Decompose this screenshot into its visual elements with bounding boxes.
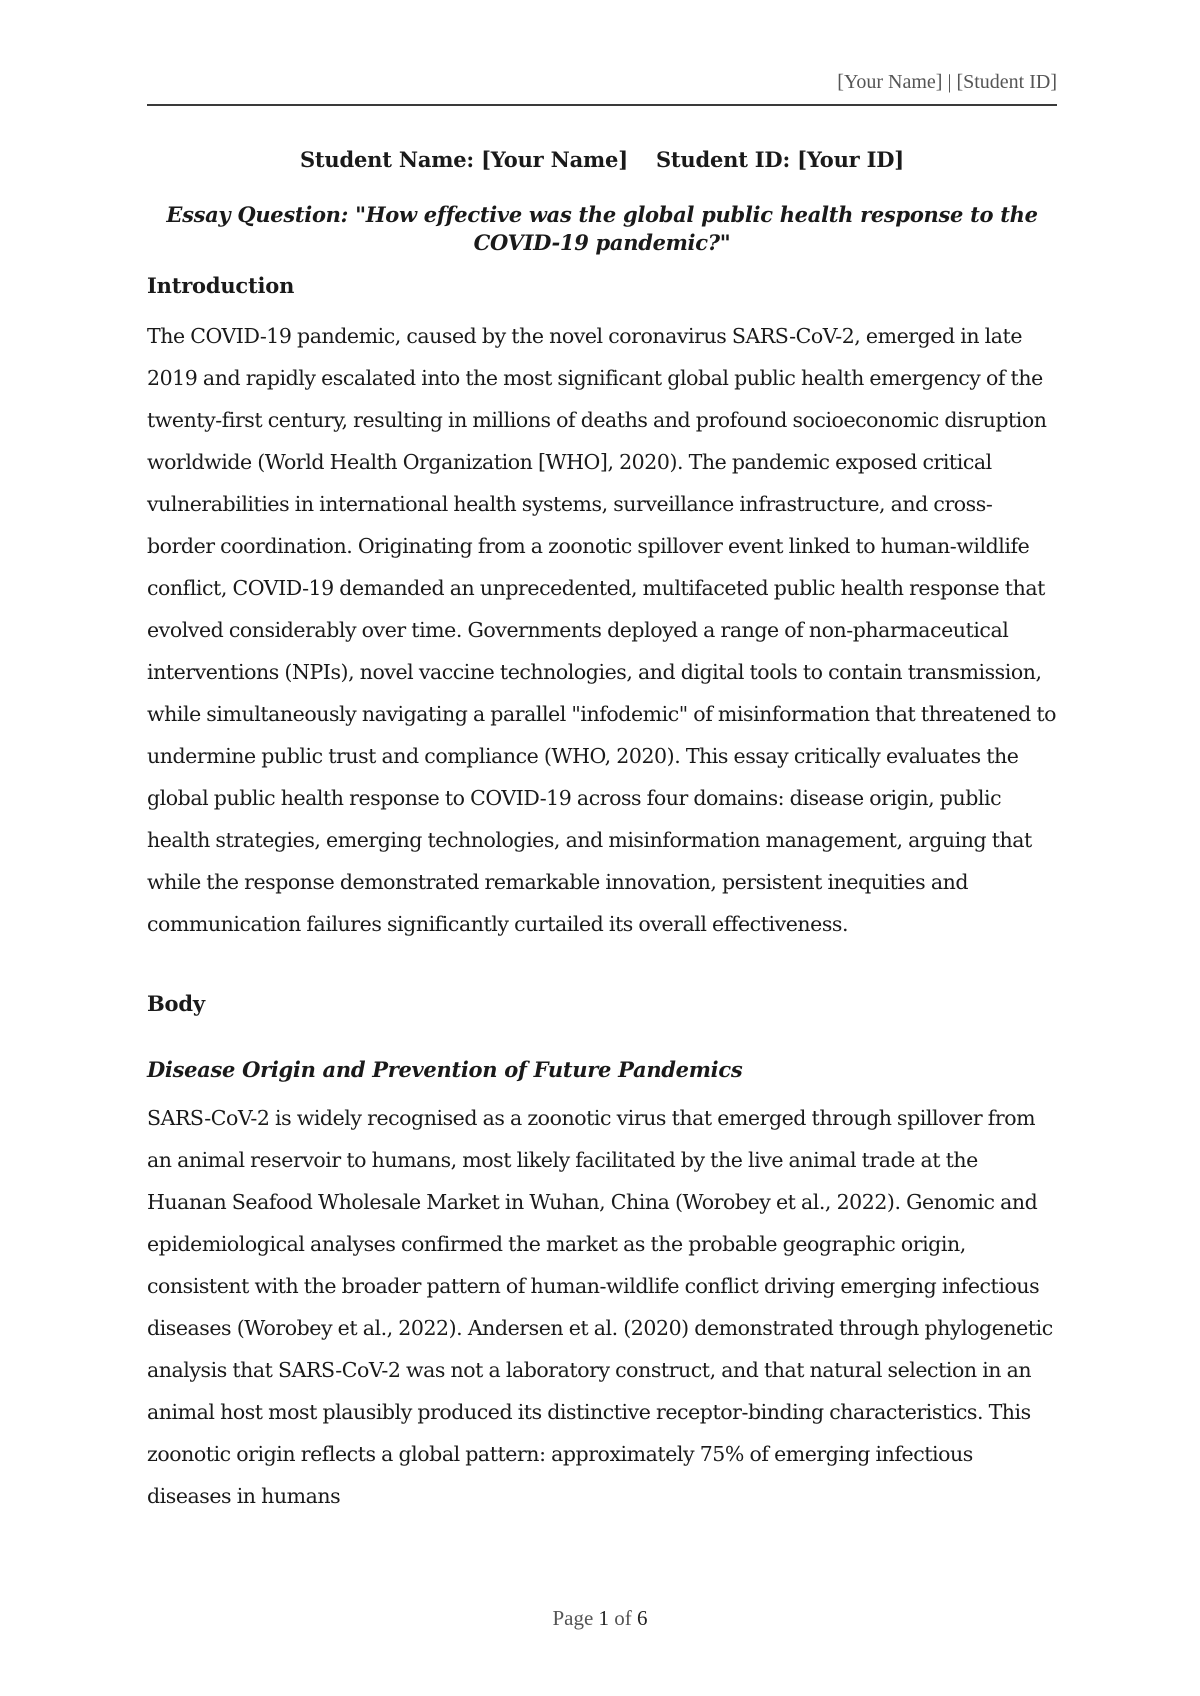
page-header [147, 70, 1057, 106]
page-footer [0, 1606, 1200, 1631]
disease-origin-subheading: Disease Origin and Prevention of Future Pandemics [147, 1057, 743, 1082]
introduction-heading: Introduction [147, 273, 295, 298]
document-content [147, 145, 1057, 1517]
student-info-line [147, 145, 1057, 175]
body-heading: Body [147, 991, 205, 1016]
header-text: [Your Name] | [Student ID] [837, 71, 1057, 93]
introduction-paragraph: The COVID-19 pandemic, caused by the novel coronavirus SARS-CoV-2, emerged in late 2019 and rapidly escalated into the most significant global public health emergency of the twenty-first century, resulting in millions of deaths and profound socioeconomic disruption worldwide (World Health Organization [WHO], 2020). The pandemic exposed critical vulnerabilities in international health systems, surveillance infrastructure, and cross-border coordination. Originating from a zoonotic spillover event linked to human-wildlife conflict, COVID-19 demanded an unprecedented, multifaceted public health response that evolved considerably over time. Governments deployed a range of non-pharmaceutical interventions (NPIs), novel vaccine technologies, and digital tools to contain transmission, while simultaneously navigating a parallel "infodemic" of misinformation that threatened to undermine public trust and compliance (WHO, 2020). This essay critically evaluates the global public health response to COVID-19 across four domains: disease origin, public health strategies, emerging technologies, and misinformation management, arguing that while the response demonstrated remarkable innovation, persistent inequities and communication failures significantly curtailed its overall effectiveness. [147, 324, 1057, 936]
student-id: Student ID: [Your ID] [655, 147, 905, 172]
page-word: Page [552, 1606, 594, 1630]
student-name: Student Name: [Your Name] [299, 147, 628, 172]
essay-question: Essay Question: "How effective was the global public health response to the COVID-19 pandemic?" [166, 202, 1038, 255]
page-current: 1 [598, 1606, 610, 1630]
page-total: 6 [637, 1606, 648, 1630]
disease-origin-paragraph: SARS-CoV-2 is widely recognised as a zoonotic virus that emerged through spillover from an animal reservoir to humans, most likely facilitated by the live animal trade at the Huanan Seafood Wholesale Market in Wuhan, China (Worobey et al., 2022). Genomic and epidemiological analyses confirmed the market as the probable geographic origin, consistent with the broader pattern of human-wildlife conflict driving emerging infectious diseases (Worobey et al., 2022). Andersen et al. (2020) demonstrated through phylogenetic analysis that SARS-CoV-2 was not a laboratory construct, and that natural selection in an animal host most plausibly produced its distinctive receptor-binding characteristics. This zoonotic origin reflects a global pattern: approximately 75% of emerging infectious diseases in humans [147, 1106, 1053, 1508]
of-word: of [614, 1606, 632, 1630]
